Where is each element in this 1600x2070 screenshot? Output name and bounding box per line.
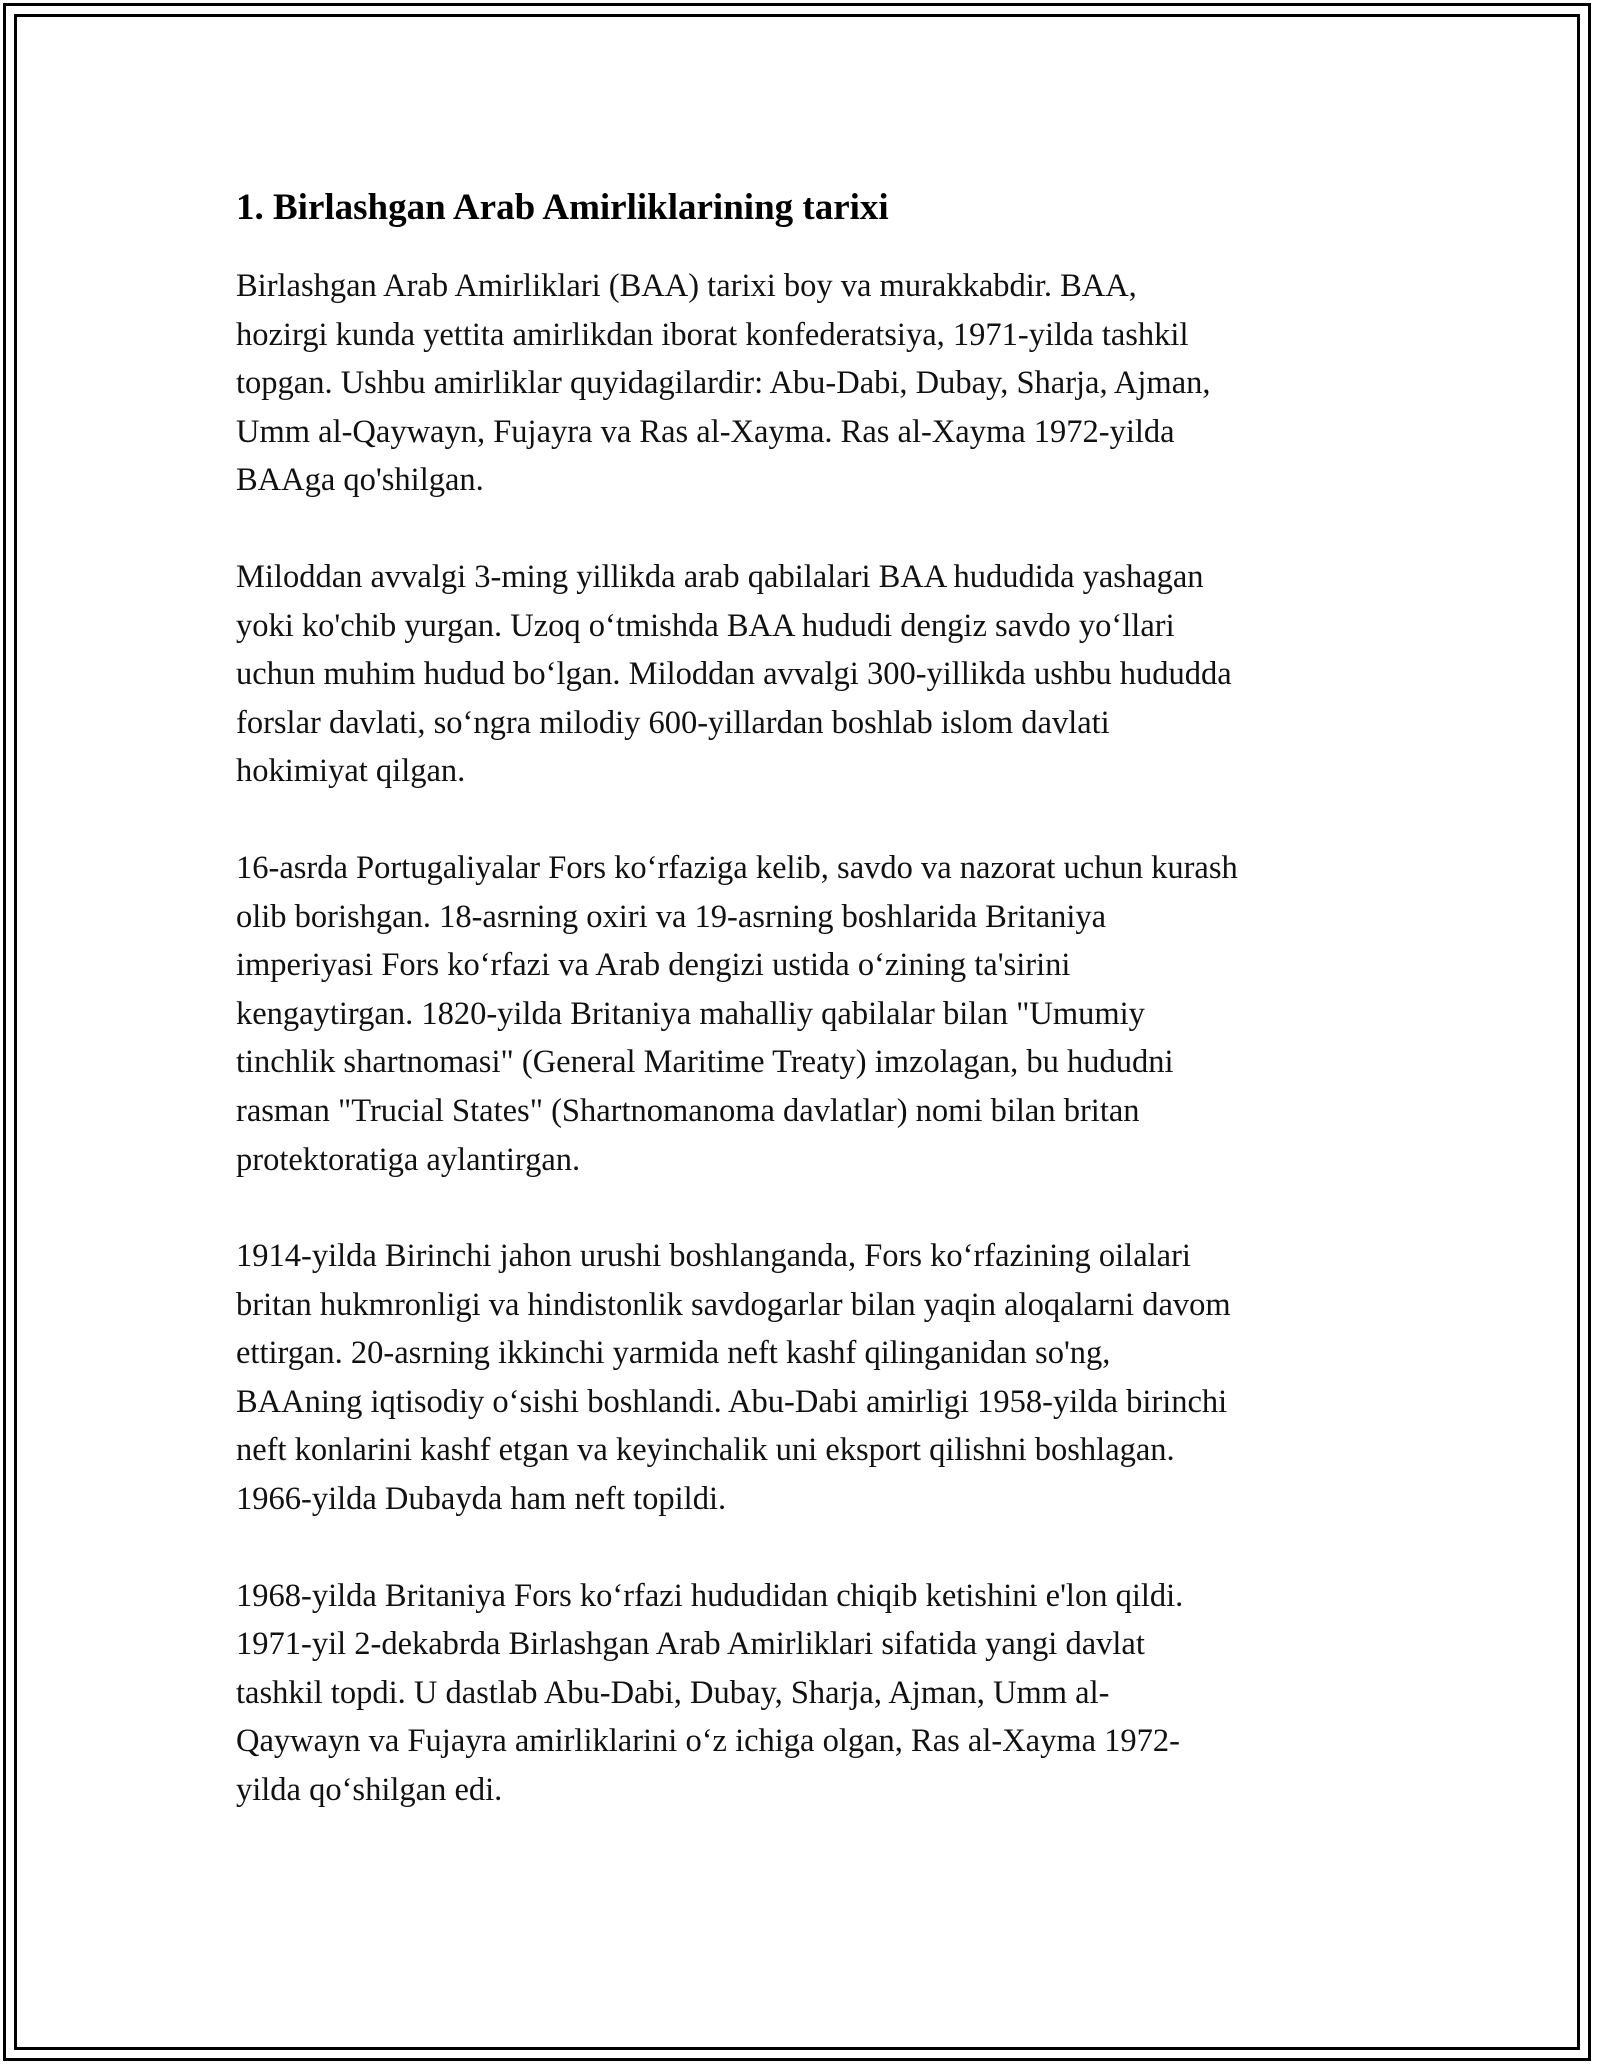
paragraph-2 <box>236 553 1386 796</box>
paragraph-line: forslar davlati, soʻngra milodiy 600-yillardan boshlab islom davlati <box>236 704 1110 741</box>
paragraph-line: Qaywayn va Fujayra amirliklarini oʻz ichiga olgan, Ras al-Xayma 1972- <box>236 1723 1181 1760</box>
paragraph-line: yilda qoʻshilgan edi. <box>236 1772 503 1809</box>
paragraph-line: 16-asrda Portugaliyalar Fors koʻrfaziga kelib, savdo va nazorat uchun kurash <box>236 849 1238 886</box>
paragraph-line: tinchlik shartnomasi" (General Maritime Treaty) imzolagan, bu hududni <box>236 1044 1174 1081</box>
paragraph-line: uchun muhim hudud boʻlgan. Miloddan avvalgi 300-yillikda ushbu hududda <box>236 656 1232 693</box>
paragraph-line: britan hukmronligi va hindistonlik savdogarlar bilan yaqin aloqalarni davom <box>236 1286 1231 1323</box>
paragraph-line: hozirgi kunda yettita amirlikdan iborat konfederatsiya, 1971-yilda tashkil <box>236 316 1189 353</box>
paragraph-line: 1968-yilda Britaniya Fors koʻrfazi hududidan chiqib ketishini e'lon qildi. <box>236 1577 1184 1614</box>
paragraph-line: 1971-yil 2-dekabrda Birlashgan Arab Amirliklari sifatida yangi davlat <box>236 1626 1145 1663</box>
paragraph-line: BAAning iqtisodiy oʻsishi boshlandi. Abu-Dabi amirligi 1958-yilda birinchi <box>236 1383 1228 1420</box>
paragraph-line: BAAga qo'shilgan. <box>236 462 484 499</box>
paragraph-1 <box>236 262 1386 505</box>
paragraph-4 <box>236 1232 1386 1524</box>
paragraph-line: yoki ko'chib yurgan. Uzoq oʻtmishda BAA hududi dengiz savdo yoʻllari <box>236 607 1175 644</box>
paragraph-line: Miloddan avvalgi 3-ming yillikda arab qabilalari BAA hududida yashagan <box>236 558 1204 595</box>
paragraph-line: neft konlarini kashf etgan va keyinchalik uni eksport qilishni boshlagan. <box>236 1432 1175 1469</box>
paragraph-line: rasman "Trucial States" (Shartnomanoma davlatlar) nomi bilan britan <box>236 1092 1140 1129</box>
paragraph-5 <box>236 1572 1386 1815</box>
paragraph-line: kengaytirgan. 1820-yilda Britaniya mahalliy qabilalar bilan "Umumiy <box>236 995 1145 1032</box>
paragraph-line: imperiyasi Fors koʻrfazi va Arab dengizi ustida oʻzining ta'sirini <box>236 947 1071 984</box>
paragraph-line: protektoratiga aylantirgan. <box>236 1141 581 1178</box>
paragraph-line: Umm al-Qaywayn, Fujayra va Ras al-Xayma. Ras al-Xayma 1972-yilda <box>236 413 1175 450</box>
section-heading: 1. Birlashgan Arab Amirliklarining tarixi <box>236 187 889 228</box>
paragraph-line: 1914-yilda Birinchi jahon urushi boshlanganda, Fors koʻrfazining oilalari <box>236 1238 1191 1275</box>
paragraph-line: ettirgan. 20-asrning ikkinchi yarmida neft kashf qilinganidan so'ng, <box>236 1335 1111 1372</box>
paragraph-line: hokimiyat qilgan. <box>236 753 466 790</box>
paragraph-line: olib borishgan. 18-asrning oxiri va 19-asrning boshlarida Britaniya <box>236 898 1107 935</box>
paragraph-list <box>236 262 1386 1815</box>
paragraph-line: tashkil topdi. U dastlab Abu-Dabi, Dubay, Sharja, Ajman, Umm al- <box>236 1674 1110 1711</box>
document-body <box>236 188 1386 1863</box>
paragraph-line: topgan. Ushbu amirliklar quyidagilardir: Abu-Dabi, Dubay, Sharja, Ajman, <box>236 365 1211 402</box>
paragraph-3 <box>236 844 1386 1184</box>
paragraph-line: 1966-yilda Dubayda ham neft topildi. <box>236 1481 727 1518</box>
paragraph-line: Birlashgan Arab Amirliklari (BAA) tarixi boy va murakkabdir. BAA, <box>236 268 1137 304</box>
